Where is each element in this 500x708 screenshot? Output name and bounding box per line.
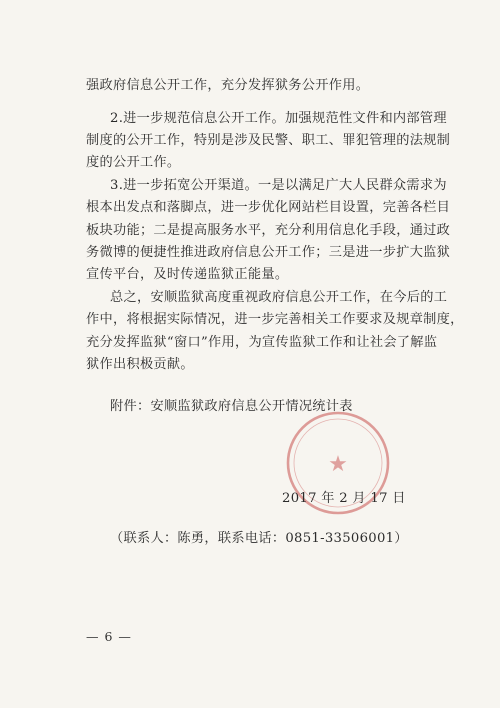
paragraph-line-5: 3.进一步拓宽公开渠道。一是以满足广大人民群众需求为 [110, 178, 447, 193]
attachment-line: 附件：安顺监狱政府信息公开情况统计表 [110, 399, 353, 414]
paragraph-line-13: 狱作出积极贡献。 [86, 357, 194, 372]
paragraph-line-7: 板块功能；二是提高服务水平，充分利用信息化手段，通过政 [86, 223, 451, 238]
paragraph-line-9: 宣传平台，及时传递监狱正能量。 [86, 267, 289, 282]
paragraph-line-10: 总之，安顺监狱高度重视政府信息公开工作，在今后的工 [110, 290, 448, 305]
seal-star-icon: ★ [328, 452, 348, 477]
paragraph-line-8: 务微博的便捷性推进政府信息公开工作；三是进一步扩大监狱 [86, 245, 451, 260]
contact-info: （联系人：陈勇，联系电话：0851-33506001） [110, 531, 408, 546]
document-date: 2017 年 2 月 17 日 [282, 491, 406, 506]
paragraph-line-12: 充分发挥监狱“窗口”作用，为宣传监狱工作和让社会了解监 [86, 335, 438, 350]
page-number: — 6 — [86, 629, 132, 644]
paragraph-line-4: 度的公开工作。 [86, 155, 181, 170]
paragraph-line-11: 作中，将根据实际情况，进一步完善相关工作要求及规章制度， [86, 312, 464, 327]
paragraph-line-1: 强政府信息公开工作，充分发挥狱务公开作用。 [86, 78, 370, 93]
paragraph-line-3: 制度的公开工作，特别是涉及民警、职工、罪犯管理的法规制 [86, 133, 451, 148]
paragraph-line-6: 根本出发点和落脚点，进一步优化网站栏目设置，完善各栏目 [86, 200, 451, 215]
paragraph-line-2: 2.进一步规范信息公开工作。加强规范性文件和内部管理 [110, 111, 447, 126]
